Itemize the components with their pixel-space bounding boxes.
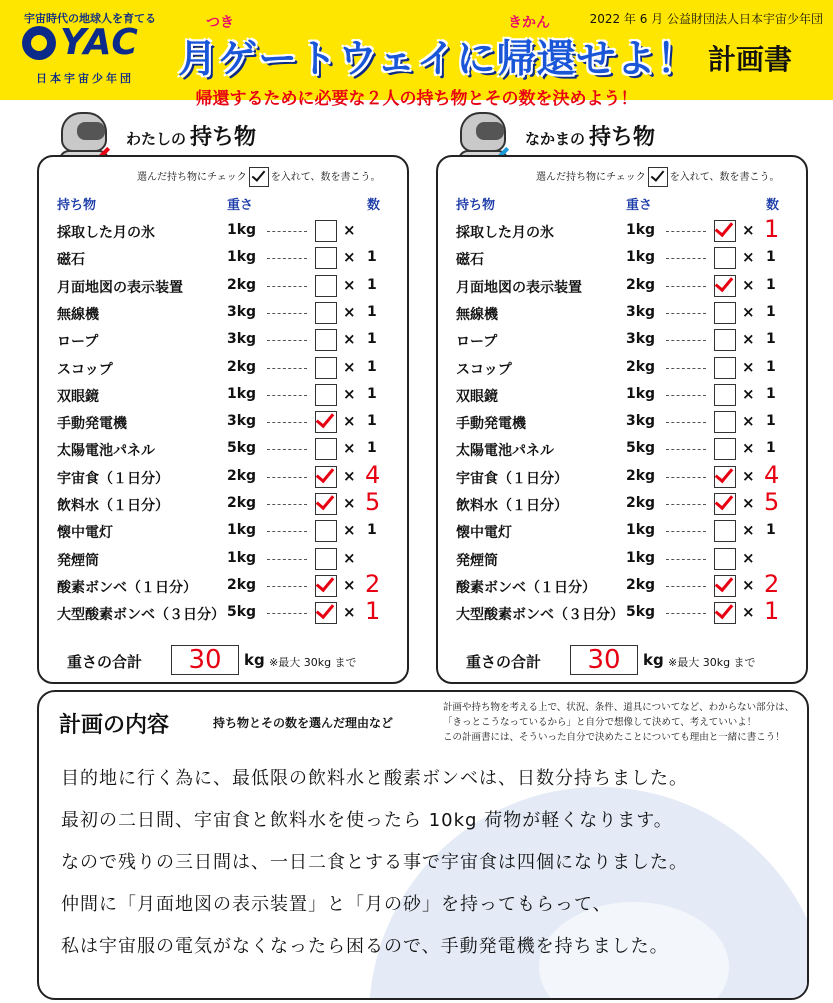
- times-sign: ×: [742, 248, 755, 267]
- check-mark-icon: [650, 167, 664, 181]
- note-line: 「きっとこうなっているから」と自分で想像して決めて、考えていいよ！: [443, 717, 757, 728]
- times-sign: ×: [742, 384, 755, 403]
- item-name: 大型酸素ボンベ（３日分）: [57, 607, 225, 624]
- leader-dots: [666, 340, 706, 341]
- item-name: 酸素ボンベ（１日分）: [57, 579, 197, 596]
- item-row: [39, 355, 407, 382]
- item-weight: 5kg: [626, 440, 656, 457]
- times-sign: ×: [742, 275, 755, 294]
- item-checkbox[interactable]: [714, 302, 736, 324]
- item-count[interactable]: 1: [367, 303, 377, 320]
- item-weight: 3kg: [626, 303, 656, 320]
- plan-paragraph: 仲間に「月面地図の表示装置」と「月の砂」を持ってもらって、: [61, 894, 612, 915]
- plan-section-note: [443, 700, 799, 745]
- item-weight: 2kg: [626, 358, 656, 375]
- check-mark-icon: [715, 600, 734, 619]
- leader-dots: [666, 231, 706, 232]
- item-checkbox[interactable]: [315, 602, 337, 624]
- check-mark-icon: [251, 167, 265, 181]
- times-sign: ×: [742, 330, 755, 349]
- item-row: [438, 382, 806, 409]
- item-checkbox[interactable]: [714, 493, 736, 515]
- item-name: 飲料水（１日分）: [57, 498, 169, 514]
- item-weight: 3kg: [227, 303, 257, 320]
- check-mark-icon: [715, 491, 734, 510]
- instruction-before: 選んだ持ち物にチェック: [536, 172, 646, 183]
- plan-content-panel: [37, 690, 809, 1000]
- item-row: [39, 569, 407, 600]
- leader-dots: [666, 449, 706, 450]
- item-row: [39, 218, 407, 245]
- item-checkbox[interactable]: [315, 357, 337, 379]
- item-weight: 2kg: [227, 358, 257, 375]
- item-checkbox[interactable]: [315, 575, 337, 597]
- my-items-panel: [37, 155, 409, 684]
- item-name: 磁石: [57, 252, 85, 269]
- item-count[interactable]: 2: [764, 569, 780, 598]
- times-sign: ×: [343, 466, 356, 485]
- leader-dots: [267, 231, 307, 232]
- item-weight: 2kg: [626, 467, 656, 484]
- item-checkbox[interactable]: [714, 466, 736, 488]
- item-name: 宇宙食（１日分）: [456, 470, 568, 487]
- item-name: 手動発電機: [57, 416, 127, 433]
- item-name: ロープ: [57, 334, 99, 351]
- item-count[interactable]: 1: [367, 358, 377, 375]
- item-name: 双眼鏡: [57, 388, 99, 405]
- total-value-field[interactable]: 30: [171, 645, 239, 675]
- logo-mark-icon: [22, 26, 56, 60]
- note-line: 計画や持ち物を考える上で、状況、条件、道具についてなど、わからない部分は、: [443, 702, 795, 713]
- total-max-note: ※最大 30kg まで: [269, 656, 357, 669]
- item-count[interactable]: 1: [766, 331, 776, 348]
- item-count[interactable]: 1: [766, 303, 776, 320]
- times-sign: ×: [742, 439, 755, 458]
- ruby-kikan: きかん: [508, 15, 550, 31]
- item-count[interactable]: 1: [766, 413, 776, 430]
- item-count[interactable]: 1: [766, 276, 776, 293]
- item-row: [438, 436, 806, 463]
- check-mark-icon: [316, 573, 335, 592]
- item-weight: 1kg: [626, 222, 656, 238]
- item-count[interactable]: 1: [367, 413, 377, 430]
- item-checkbox[interactable]: [714, 247, 736, 269]
- item-count[interactable]: 5: [365, 488, 381, 516]
- item-row: [39, 300, 407, 327]
- item-row: [39, 273, 407, 300]
- instruction-note: [536, 167, 780, 187]
- item-name: 飲料水（１日分）: [456, 498, 568, 514]
- item-row: [438, 488, 806, 518]
- item-name: 採取した月の氷: [57, 225, 155, 241]
- leader-dots: [267, 368, 307, 369]
- item-row: [438, 300, 806, 327]
- item-weight: 1kg: [626, 249, 656, 266]
- item-weight: 1kg: [227, 222, 257, 238]
- times-sign: ×: [343, 330, 356, 349]
- item-name: 太陽電池パネル: [456, 443, 554, 460]
- item-row: [39, 327, 407, 354]
- item-name: スコップ: [57, 361, 113, 378]
- times-sign: ×: [343, 439, 356, 458]
- partner-items-panel: [436, 155, 808, 684]
- leader-dots: [267, 559, 307, 560]
- item-name: 太陽電池パネル: [57, 443, 155, 460]
- item-weight: 1kg: [227, 385, 257, 402]
- times-sign: ×: [343, 603, 356, 622]
- item-weight: 2kg: [626, 495, 656, 511]
- times-sign: ×: [343, 548, 356, 567]
- leader-dots: [267, 286, 307, 287]
- item-name: 無線機: [456, 306, 498, 323]
- leader-dots: [666, 368, 706, 369]
- leader-dots: [666, 504, 706, 505]
- instruction-before: 選んだ持ち物にチェック: [137, 172, 247, 183]
- column-header-count: 数: [766, 198, 780, 213]
- times-sign: ×: [343, 275, 356, 294]
- leader-dots: [666, 258, 706, 259]
- leader-dots: [267, 258, 307, 259]
- item-checkbox[interactable]: [315, 520, 337, 542]
- item-weight: 2kg: [626, 576, 656, 593]
- item-checkbox[interactable]: [315, 466, 337, 488]
- item-weight: 5kg: [227, 604, 257, 621]
- times-sign: ×: [742, 494, 755, 512]
- item-weight: 2kg: [227, 495, 257, 511]
- item-row: [39, 597, 407, 627]
- sample-checkbox: [249, 167, 269, 187]
- check-mark-icon: [715, 272, 734, 291]
- item-checkbox[interactable]: [315, 220, 337, 242]
- item-name: 酸素ボンベ（１日分）: [456, 579, 596, 596]
- logo-word: YAC: [60, 22, 139, 63]
- times-sign: ×: [742, 357, 755, 376]
- weight-total: [39, 645, 407, 675]
- item-count[interactable]: 1: [365, 597, 381, 626]
- check-mark-icon: [316, 491, 335, 510]
- item-count[interactable]: 4: [764, 460, 780, 489]
- plan-paragraph: 目的地に行く為に、最低限の飲料水と酸素ボンベは、日数分持ちました。: [61, 768, 688, 789]
- right-panel-heading: [525, 120, 655, 151]
- times-sign: ×: [343, 357, 356, 376]
- item-checkbox[interactable]: [315, 548, 337, 570]
- times-sign: ×: [742, 521, 755, 540]
- item-row: [39, 436, 407, 463]
- leader-dots: [666, 286, 706, 287]
- times-sign: ×: [343, 521, 356, 540]
- times-sign: ×: [343, 494, 356, 512]
- times-sign: ×: [343, 248, 356, 267]
- item-row: [438, 460, 806, 491]
- right-who: なかまの: [525, 130, 586, 148]
- item-checkbox[interactable]: [315, 302, 337, 324]
- times-sign: ×: [742, 575, 755, 594]
- issue-date: 2022 年 6 月 公益財団法人日本宇宙少年団: [589, 12, 823, 26]
- check-mark-icon: [715, 218, 734, 237]
- yac-logo: [14, 10, 164, 90]
- item-weight: 5kg: [227, 440, 257, 457]
- column-header-weight: 重さ: [227, 198, 254, 213]
- item-weight: 3kg: [227, 413, 257, 430]
- item-name: 双眼鏡: [456, 388, 498, 405]
- item-weight: 1kg: [227, 549, 257, 566]
- times-sign: ×: [742, 548, 755, 567]
- item-row: [39, 518, 407, 545]
- item-name: 手動発電機: [456, 416, 526, 433]
- item-name: ロープ: [456, 334, 498, 351]
- times-sign: ×: [343, 302, 356, 321]
- item-weight: 2kg: [626, 276, 656, 293]
- item-weight: 1kg: [227, 249, 257, 266]
- item-weight: 2kg: [227, 467, 257, 484]
- item-checkbox[interactable]: [315, 411, 337, 433]
- item-row: [39, 245, 407, 272]
- times-sign: ×: [742, 221, 755, 239]
- total-label: 重さの合計: [67, 653, 143, 671]
- item-checkbox[interactable]: [714, 548, 736, 570]
- item-weight: 1kg: [626, 522, 656, 539]
- leader-dots: [666, 395, 706, 396]
- instruction-note: [137, 167, 381, 187]
- times-sign: ×: [742, 412, 755, 431]
- item-weight: 3kg: [626, 331, 656, 348]
- item-name: 大型酸素ボンベ（３日分）: [456, 607, 624, 624]
- item-count[interactable]: 1: [766, 249, 776, 266]
- check-mark-icon: [316, 600, 335, 619]
- item-checkbox[interactable]: [714, 575, 736, 597]
- item-checkbox[interactable]: [714, 520, 736, 542]
- item-count[interactable]: 1: [367, 331, 377, 348]
- check-mark-icon: [715, 573, 734, 592]
- total-unit: kg: [643, 651, 664, 669]
- plan-section-subtitle: 持ち物とその数を選んだ理由など: [213, 716, 394, 730]
- leader-dots: [267, 449, 307, 450]
- page-title: 月ゲートウェイに帰還せよ！: [178, 37, 697, 82]
- item-checkbox[interactable]: [714, 329, 736, 351]
- instruction-after: を入れて、数を書こう。: [669, 172, 780, 183]
- item-row: [438, 245, 806, 272]
- item-checkbox[interactable]: [714, 220, 736, 242]
- item-name: 懐中電灯: [57, 525, 113, 542]
- item-row: [39, 546, 407, 573]
- leader-dots: [267, 340, 307, 341]
- right-what: 持ち物: [589, 125, 656, 150]
- item-checkbox[interactable]: [315, 247, 337, 269]
- times-sign: ×: [742, 466, 755, 485]
- column-header-item: 持ち物: [57, 198, 97, 213]
- times-sign: ×: [742, 302, 755, 321]
- check-mark-icon: [316, 409, 335, 428]
- item-checkbox[interactable]: [714, 275, 736, 297]
- item-checkbox[interactable]: [315, 329, 337, 351]
- item-row: [438, 546, 806, 573]
- item-count[interactable]: 1: [766, 440, 776, 457]
- plan-paragraph: 私は宇宙服の電気がなくなったら困るので、手動発電機を持ちました。: [61, 936, 669, 957]
- total-unit: kg: [244, 651, 265, 669]
- leader-dots: [267, 504, 307, 505]
- item-row: [438, 327, 806, 354]
- item-count[interactable]: 1: [766, 385, 776, 402]
- total-max-note: ※最大 30kg まで: [668, 656, 756, 669]
- plan-paragraph: 最初の二日間、宇宙食と飲料水を使ったら 10kg 荷物が軽くなります。: [61, 810, 673, 831]
- item-count[interactable]: 1: [764, 215, 780, 243]
- item-checkbox[interactable]: [714, 602, 736, 624]
- item-row: [438, 409, 806, 436]
- item-row: [438, 569, 806, 600]
- item-count[interactable]: 1: [367, 440, 377, 457]
- item-weight: 2kg: [227, 576, 257, 593]
- item-count[interactable]: 4: [365, 460, 381, 489]
- column-header-weight: 重さ: [626, 198, 653, 213]
- item-name: 月面地図の表示装置: [456, 279, 582, 296]
- times-sign: ×: [343, 412, 356, 431]
- times-sign: ×: [343, 221, 356, 239]
- note-line: この計画書には、そういった自分で決めたことについても理由と一緒に書こう！: [443, 732, 785, 743]
- item-row: [39, 409, 407, 436]
- item-checkbox[interactable]: [714, 411, 736, 433]
- plan-section-title: 計画の内容: [59, 713, 170, 738]
- leader-dots: [267, 477, 307, 478]
- page-subtitle: 帰還するために必要な２人の持ち物とその数を決めよう！: [195, 89, 638, 109]
- item-row: [39, 488, 407, 518]
- left-what: 持ち物: [190, 125, 257, 150]
- item-checkbox[interactable]: [714, 384, 736, 406]
- logo-subtitle: 日本宇宙少年団: [36, 72, 134, 85]
- item-row: [438, 355, 806, 382]
- times-sign: ×: [742, 603, 755, 622]
- leader-dots: [267, 586, 307, 587]
- item-weight: 1kg: [626, 549, 656, 566]
- item-name: 無線機: [57, 306, 99, 323]
- item-name: 宇宙食（１日分）: [57, 470, 169, 487]
- item-weight: 1kg: [227, 522, 257, 539]
- item-row: [39, 460, 407, 491]
- leader-dots: [267, 613, 307, 614]
- item-name: 発煙筒: [57, 552, 99, 569]
- item-name: 懐中電灯: [456, 525, 512, 542]
- item-count[interactable]: 1: [766, 358, 776, 375]
- item-row: [438, 215, 806, 245]
- column-header-count: 数: [367, 198, 381, 213]
- ruby-tsuki: つき: [206, 15, 234, 31]
- left-who: わたしの: [126, 130, 187, 148]
- times-sign: ×: [343, 384, 356, 403]
- item-checkbox[interactable]: [315, 438, 337, 460]
- item-weight: 2kg: [227, 276, 257, 293]
- item-count[interactable]: 2: [365, 569, 381, 598]
- item-count[interactable]: 1: [367, 249, 377, 266]
- item-weight: 1kg: [626, 385, 656, 402]
- item-count[interactable]: 1: [766, 522, 776, 539]
- left-panel-heading: [126, 120, 256, 151]
- item-weight: 5kg: [626, 604, 656, 621]
- item-count[interactable]: 1: [367, 385, 377, 402]
- item-row: [438, 518, 806, 545]
- item-name: 採取した月の氷: [456, 225, 554, 241]
- leader-dots: [666, 422, 706, 423]
- leader-dots: [666, 586, 706, 587]
- item-name: スコップ: [456, 361, 512, 378]
- times-sign: ×: [343, 575, 356, 594]
- plan-paragraph: なので残りの三日間は、一日二食とする事で宇宙食は四個になりました。: [61, 852, 688, 873]
- item-checkbox[interactable]: [714, 438, 736, 460]
- weight-total: [438, 645, 806, 675]
- leader-dots: [267, 313, 307, 314]
- check-mark-icon: [715, 463, 734, 482]
- sample-checkbox: [648, 167, 668, 187]
- item-row: [438, 273, 806, 300]
- item-name: 磁石: [456, 252, 484, 269]
- instruction-after: を入れて、数を書こう。: [270, 172, 381, 183]
- check-mark-icon: [316, 463, 335, 482]
- logo-tagline: 宇宙時代の地球人を育てる: [24, 12, 156, 25]
- leader-dots: [666, 559, 706, 560]
- leader-dots: [666, 313, 706, 314]
- leader-dots: [267, 395, 307, 396]
- total-value-field[interactable]: 30: [570, 645, 638, 675]
- item-checkbox[interactable]: [315, 275, 337, 297]
- leader-dots: [666, 477, 706, 478]
- item-name: 発煙筒: [456, 552, 498, 569]
- item-count[interactable]: 1: [764, 597, 780, 626]
- total-label: 重さの合計: [466, 653, 542, 671]
- leader-dots: [666, 531, 706, 532]
- leader-dots: [267, 422, 307, 423]
- column-header-item: 持ち物: [456, 198, 496, 213]
- item-checkbox[interactable]: [315, 384, 337, 406]
- item-count[interactable]: 5: [764, 488, 780, 516]
- leader-dots: [666, 613, 706, 614]
- item-weight: 3kg: [227, 331, 257, 348]
- item-weight: 3kg: [626, 413, 656, 430]
- item-name: 月面地図の表示装置: [57, 279, 183, 296]
- item-row: [438, 597, 806, 627]
- item-count[interactable]: 1: [367, 522, 377, 539]
- item-checkbox[interactable]: [315, 493, 337, 515]
- leader-dots: [267, 531, 307, 532]
- item-checkbox[interactable]: [714, 357, 736, 379]
- item-row: [39, 382, 407, 409]
- item-count[interactable]: 1: [367, 276, 377, 293]
- plan-label: 計画書: [708, 43, 793, 76]
